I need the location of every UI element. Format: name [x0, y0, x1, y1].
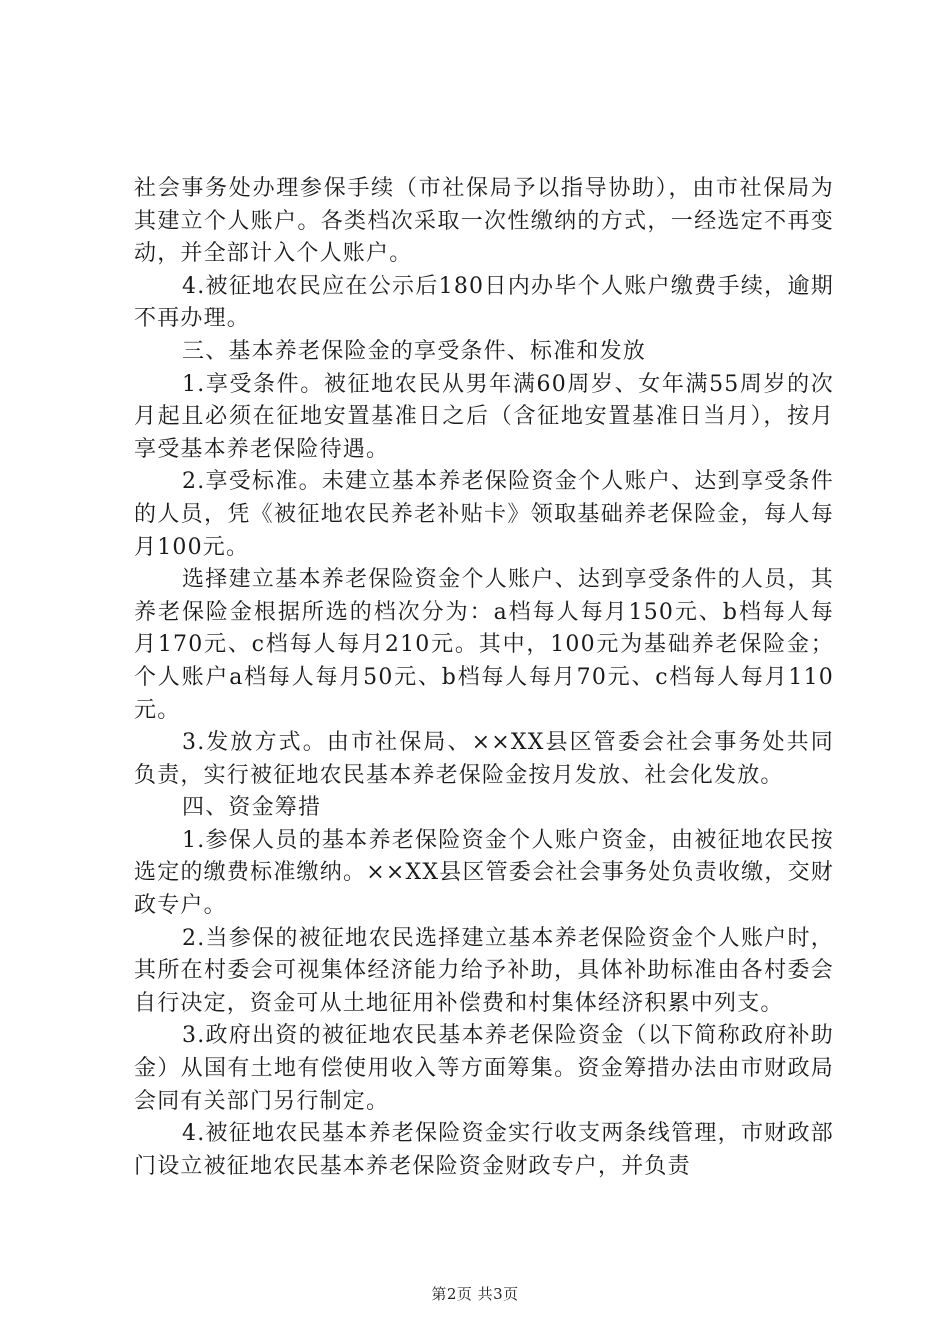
paragraph-funding-2: 2.当参保的被征地农民选择建立基本养老保险资金个人账户时，其所在村委会可视集体经济能力给予补助，具体补助标准由各村委会自行决定，资金可从土地征用补偿费和村集体经济积累中列支。: [134, 925, 834, 1016]
paragraph-eligibility: 1.享受条件。被征地农民从男年满60周岁、女年满55周岁的次月起且必须在征地安置基准日之后（含征地安置基准日当月），按月享受基本养老保险待遇。: [134, 371, 834, 462]
paragraph-continuation: 社会事务处办理参保手续（市社保局予以指导协助），由市社保局为其建立个人账户。各类档次采取一次性缴纳的方式，一经选定不再变动，并全部计入个人账户。: [134, 176, 834, 267]
paragraph-funding-3: 3.政府出资的被征地农民基本养老保险资金（以下简称政府补助金）从国有土地有偿使用收入等方面筹集。资金筹措办法由市财政局会同有关部门另行制定。: [134, 1023, 834, 1114]
document-body: [134, 173, 834, 1183]
paragraph-funding-4: 4.被征地农民基本养老保险资金实行收支两条线管理，市财政部门设立被征地农民基本养老保险资金财政专户，并负责: [134, 1121, 834, 1179]
paragraph-tiers: 选择建立基本养老保险资金个人账户、达到享受条件的人员，其养老保险金根据所选的档次分为：a档每人每月150元、b档每人每月170元、c档每人每月210元。其中，100元为基础养老保险金；个人账户a档每人每月50元、b档每人每月70元、c档每人每月110元。: [134, 567, 834, 723]
paragraph-standard: 2.享受标准。未建立基本养老保险资金个人账户、达到享受条件的人员，凭《被征地农民养老补贴卡》领取基础养老保险金，每人每月100元。: [134, 469, 834, 560]
paragraph-funding-1: 1.参保人员的基本养老保险资金个人账户资金，由被征地农民按选定的缴费标准缴纳。××XX县区管委会社会事务处负责收缴，交财政专户。: [134, 827, 834, 919]
section-heading-3: 三、基本养老保险金的享受条件、标准和发放: [182, 338, 647, 364]
page-number-footer: 第2页 共3页: [431, 1285, 519, 1303]
paragraph-distribution: 3.发放方式。由市社保局、××XX县区管委会社会事务处共同负责，实行被征地农民基本养老保险金按月发放、社会化发放。: [134, 730, 834, 788]
paragraph-item-4-deadline: 4.被征地农民应在公示后180日内办毕个人账户缴费手续，逾期不再办理。: [134, 273, 834, 332]
section-heading-4: 四、资金筹措: [182, 795, 322, 821]
